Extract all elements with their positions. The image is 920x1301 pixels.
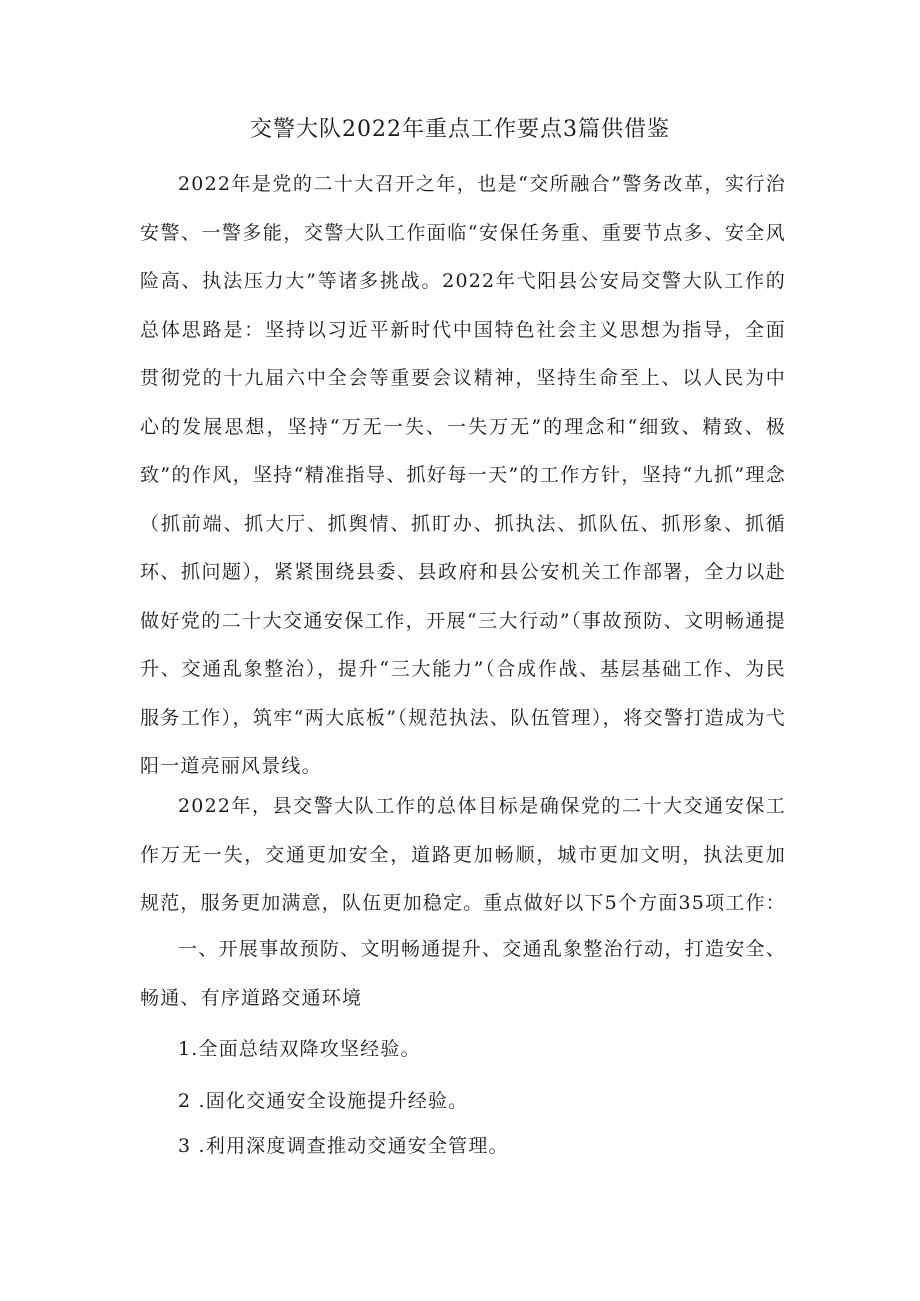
list-item: 1.全面总结双降攻坚经验。 [178, 1038, 421, 1060]
document-title: 交警大队2022年重点工作要点3篇供借鉴 [250, 117, 670, 142]
paragraph-goals: 2022年，县交警大队工作的总体目标是确保党的二十大交通安保工作万无一失，交通更加安全，道路更加畅顺，城市更加文明，执法更加规范，服务更加满意，队伍更加稳定。重点做好以下5个方面35项工作： [140, 795, 786, 914]
section-heading-one: 一、开展事故预防、文明畅通提升、交通乱象整治行动，打造安全、畅通、有序道路交通环境 [140, 938, 786, 1009]
paragraph-overview: 2022年是党的二十大召开之年，也是“交所融合”警务改革，实行治安警、一警多能，交警大队工作面临“安保任务重、重要节点多、安全风险高、执法压力大”等诸多挑战。2022年弋阳县公安局交警大队工作的总体思路是：坚持以习近平新时代中国特色社会主义思想为指导，全面贯彻党的十九届六中全会等重要会议精神，坚持生命至上、以人民为中心的发展思想，坚持“万无一失、一失万无”的理念和“细致、精致、极致”的作风，坚持“精准指导、抓好每一天”的工作方针，坚持“九抓”理念（抓前端、抓大厅、抓舆情、抓盯办、抓执法、抓队伍、抓形象、抓循环、抓问题），紧紧围绕县委、县政府和县公安机关工作部署，全力以赴做好党的二十大交通安保工作，开展“三大行动”（事故预防、文明畅通提升、交通乱象整治），提升“三大能力”（合成作战、基层基础工作、为民服务工作），筑牢“两大底板”（规范执法、队伍管理），将交警打造成为弋阳一道亮丽风景线。 [140, 173, 786, 777]
list-item: 3 .利用深度调查推动交通安全管理。 [178, 1135, 509, 1157]
list-item: 2 .固化交通安全设施提升经验。 [178, 1090, 469, 1112]
